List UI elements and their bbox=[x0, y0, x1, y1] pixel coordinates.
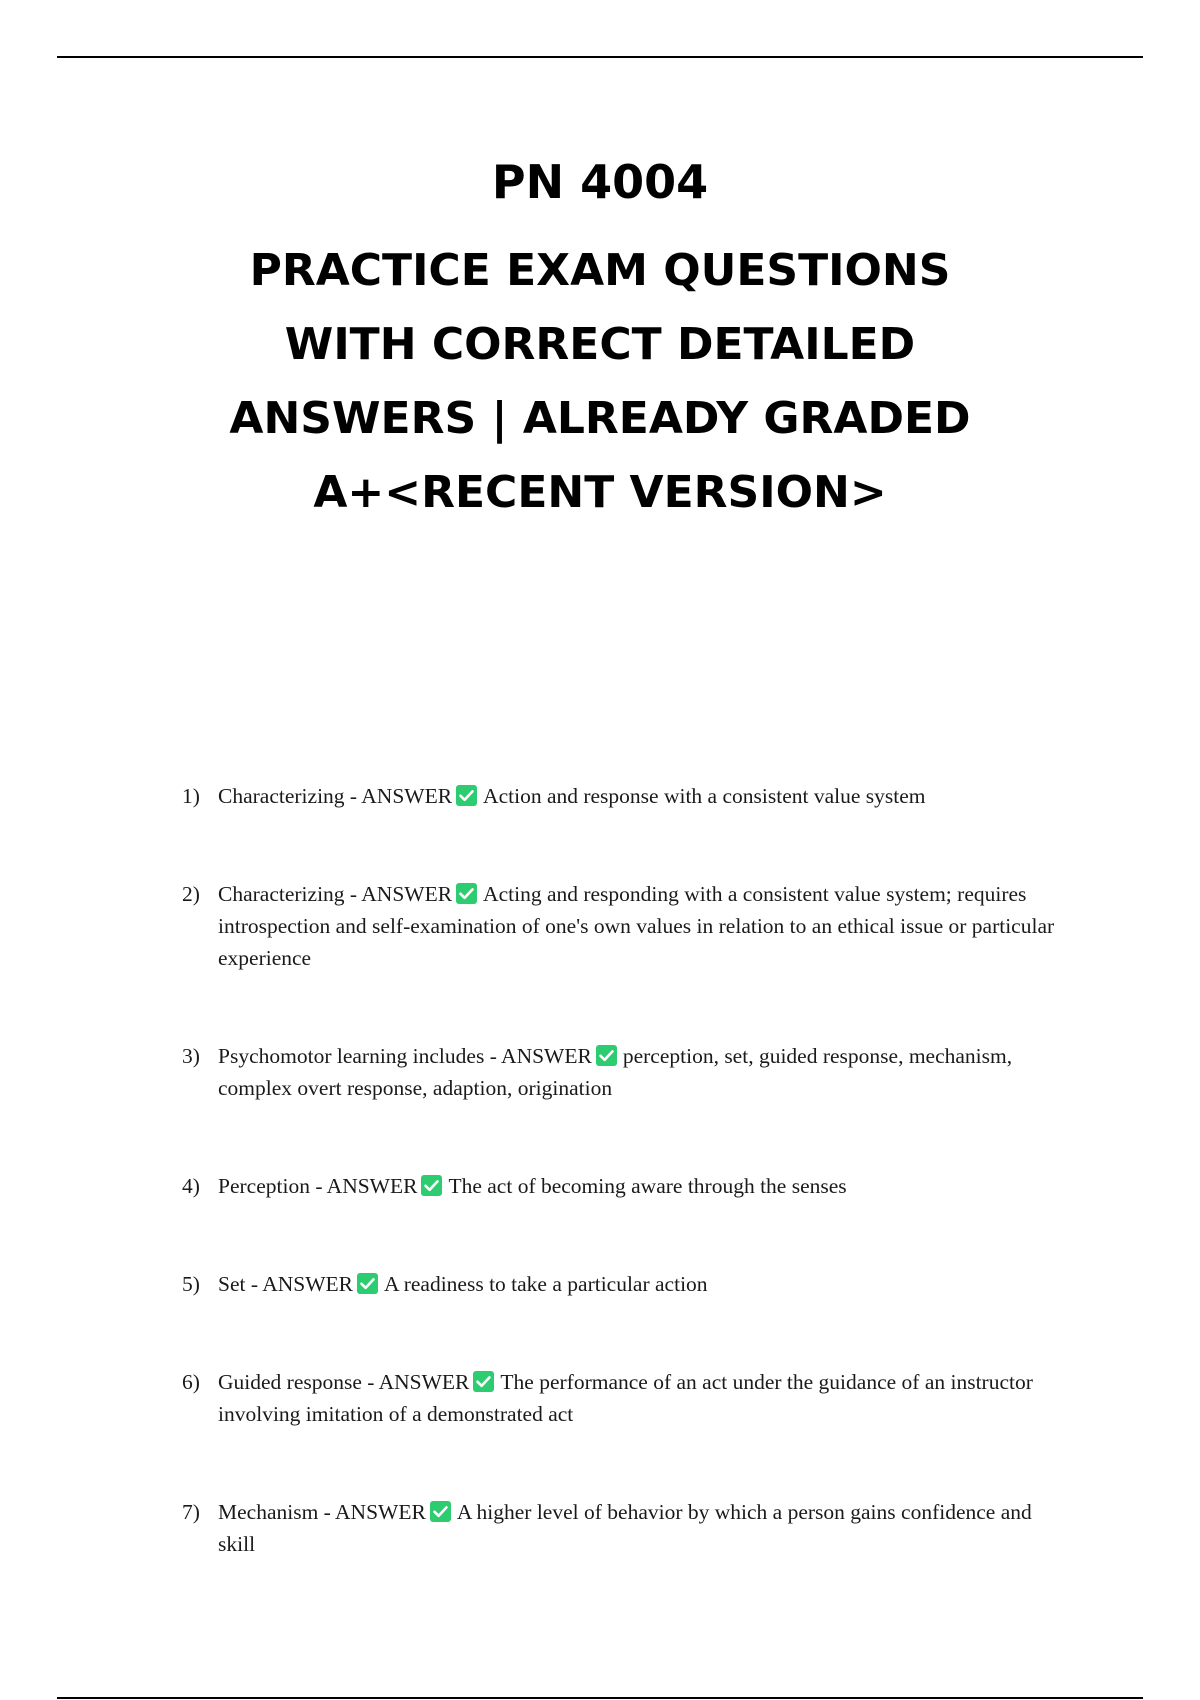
check-box-icon bbox=[473, 1371, 494, 1392]
question-answer-list bbox=[182, 780, 1062, 1560]
document-title bbox=[0, 150, 1200, 530]
item-term: Characterizing - ANSWER bbox=[218, 784, 453, 808]
item-term: Set - ANSWER bbox=[218, 1272, 353, 1296]
item-answer: The act of becoming aware through the senses bbox=[448, 1174, 847, 1198]
item-answer: Acting and responding with a consistent value system; requires introspection and self-examination of one's own values in relation to an ethical issue or particular experience bbox=[218, 882, 1055, 970]
item-term: Psychomotor learning includes - ANSWER bbox=[218, 1044, 592, 1068]
check-box-icon bbox=[596, 1045, 617, 1066]
item-answer: A readiness to take a particular action bbox=[383, 1272, 708, 1296]
list-item bbox=[182, 1040, 1062, 1104]
item-number: 4) bbox=[182, 1174, 200, 1198]
item-number: 7) bbox=[182, 1500, 200, 1524]
list-item bbox=[182, 1496, 1062, 1560]
title-line: PRACTICE EXAM QUESTIONS bbox=[249, 245, 951, 296]
check-box-icon bbox=[430, 1501, 451, 1522]
item-answer: Action and response with a consistent value system bbox=[483, 784, 926, 808]
check-box-icon bbox=[421, 1175, 442, 1196]
course-code: PN 4004 bbox=[491, 155, 709, 209]
item-term: Guided response - ANSWER bbox=[218, 1370, 470, 1394]
item-number: 6) bbox=[182, 1370, 200, 1394]
top-divider bbox=[57, 56, 1143, 58]
item-number: 5) bbox=[182, 1272, 200, 1296]
list-item bbox=[182, 780, 1062, 812]
item-text bbox=[218, 1496, 1062, 1560]
check-box-icon bbox=[456, 883, 477, 904]
item-text bbox=[218, 1268, 1062, 1300]
item-text bbox=[218, 878, 1062, 974]
list-item bbox=[182, 878, 1062, 974]
item-text bbox=[218, 1040, 1062, 1104]
list-item bbox=[182, 1366, 1062, 1430]
item-answer: perception, set, guided response, mechanism, complex overt response, adaption, origination bbox=[218, 1044, 1013, 1100]
item-text bbox=[218, 780, 1062, 812]
title-main bbox=[170, 234, 1030, 530]
item-answer: A higher level of behavior by which a person gains confidence and skill bbox=[218, 1500, 1032, 1556]
item-term: Characterizing - ANSWER bbox=[218, 882, 453, 906]
title-line: ANSWERS | ALREADY GRADED bbox=[229, 393, 971, 444]
title-line: WITH CORRECT DETAILED bbox=[284, 319, 916, 370]
list-item bbox=[182, 1170, 1062, 1202]
check-box-icon bbox=[456, 785, 477, 806]
check-box-icon bbox=[357, 1273, 378, 1294]
item-number: 1) bbox=[182, 784, 200, 808]
item-term: Perception - ANSWER bbox=[218, 1174, 418, 1198]
item-answer: The performance of an act under the guidance of an instructor involving imitation of a demonstrated act bbox=[218, 1370, 1033, 1426]
item-text bbox=[218, 1170, 1062, 1202]
list-item bbox=[182, 1268, 1062, 1300]
item-text bbox=[218, 1366, 1062, 1430]
title-line: A+<RECENT VERSION> bbox=[313, 467, 887, 518]
item-term: Mechanism - ANSWER bbox=[218, 1500, 426, 1524]
item-number: 3) bbox=[182, 1044, 200, 1068]
bottom-divider bbox=[57, 1697, 1143, 1699]
item-number: 2) bbox=[182, 882, 200, 906]
